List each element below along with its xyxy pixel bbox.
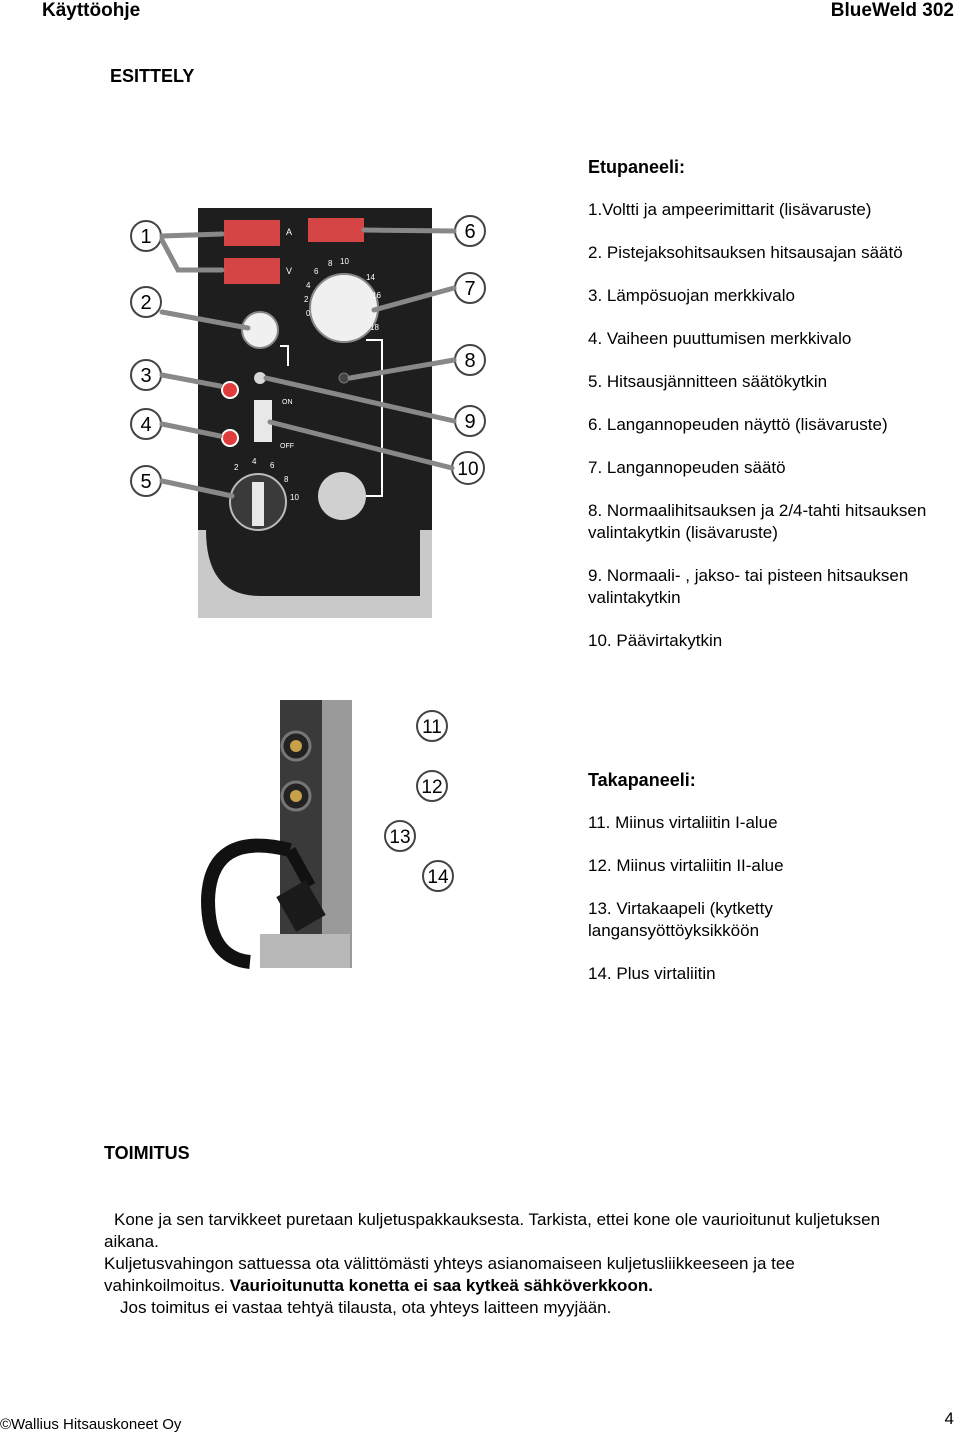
svg-text:10: 10 — [457, 459, 479, 480]
header-right: BlueWeld 302 — [830, 0, 954, 21]
switch-off-label: OFF — [280, 443, 294, 450]
delivery-paragraph-1: Kone ja sen tarvikkeet puretaan kuljetuspakkauksesta. Tarkista, ettei kone ole vaurioitunut kuljetuksen aikana. — [104, 1210, 881, 1251]
front-panel-legend — [588, 156, 928, 652]
callout-9 — [455, 406, 485, 436]
phase-lamp — [222, 430, 238, 446]
svg-text:4: 4 — [252, 457, 257, 466]
svg-text:8: 8 — [464, 350, 476, 372]
svg-text:4: 4 — [140, 414, 152, 436]
wire-speed-display — [308, 218, 364, 242]
delivery-paragraph-3: Jos toimitus ei vastaa tehtyä tilausta, ota yhteys laitteen myyjään. — [120, 1298, 612, 1317]
legend-item-5: 5. Hitsausjännitteen säätökytkin — [588, 372, 828, 391]
footer-copyright: ©Wallius Hitsauskoneet Oy — [0, 1416, 182, 1433]
section-title-toimitus: TOIMITUS — [104, 1143, 190, 1163]
svg-text:6: 6 — [314, 267, 319, 276]
legend-item-8: 8. Normaalihitsauksen ja 2/4-tahti hitsauksen valintakytkin (lisävaruste) — [588, 501, 927, 542]
front-panel-figure — [120, 200, 500, 630]
svg-text:1: 1 — [140, 226, 152, 248]
rear-panel-legend — [588, 769, 928, 985]
meter-label-v: V — [286, 266, 293, 276]
svg-text:14: 14 — [427, 867, 449, 888]
thermal-lamp — [222, 382, 238, 398]
delivery-text — [104, 1209, 904, 1319]
callout-8 — [455, 345, 485, 375]
legend-item-3: 3. Lämpösuojan merkkivalo — [588, 286, 795, 305]
callout-7 — [455, 273, 485, 303]
callout-4 — [131, 409, 161, 439]
svg-text:2: 2 — [140, 292, 152, 314]
callout-14 — [423, 861, 453, 891]
delivery-warning: Vaurioitunutta konetta ei saa kytkeä sähköverkkoon. — [229, 1276, 653, 1295]
callout-11 — [417, 711, 447, 741]
callout-6 — [455, 216, 485, 246]
callout-10 — [452, 452, 484, 484]
legend-item-6: 6. Langannopeuden näyttö (lisävaruste) — [588, 415, 888, 434]
svg-text:11: 11 — [422, 717, 442, 738]
svg-text:5: 5 — [140, 471, 152, 493]
torch-socket — [318, 472, 366, 520]
svg-text:10: 10 — [290, 493, 299, 502]
legend-item-1: 1.Voltti ja ampeerimittarit (lisävaruste) — [588, 200, 872, 219]
callout-2 — [131, 287, 161, 317]
ammeter-display — [224, 220, 280, 246]
svg-text:2: 2 — [304, 295, 309, 304]
callout-13 — [385, 821, 415, 851]
page-number: 4 — [944, 1409, 954, 1428]
voltmeter-display — [224, 258, 280, 284]
svg-text:14: 14 — [366, 273, 375, 282]
svg-text:8: 8 — [284, 475, 289, 484]
svg-text:12: 12 — [421, 777, 443, 798]
legend-item-10: 10. Päävirtakytkin — [588, 631, 723, 650]
svg-text:2: 2 — [234, 463, 239, 472]
legend-item-7: 7. Langannopeuden säätö — [588, 458, 786, 477]
wire-speed-knob — [310, 274, 378, 342]
legend-item-14: 14. Plus virtaliitin — [588, 964, 716, 983]
svg-text:3: 3 — [140, 365, 152, 387]
legend-item-9: 9. Normaali- , jakso- tai pisteen hitsauksen valintakytkin — [588, 566, 909, 607]
front-panel-heading: Etupaneeli: — [588, 157, 686, 177]
svg-text:9: 9 — [464, 411, 476, 433]
callout-5 — [131, 466, 161, 496]
section-title-esittely: ESITTELY — [110, 66, 195, 86]
callout-3 — [131, 360, 161, 390]
legend-item-2: 2. Pistejaksohitsauksen hitsausajan säätö — [588, 243, 903, 262]
legend-item-12: 12. Miinus virtaliitin II-alue — [588, 856, 784, 875]
callout-12 — [417, 771, 447, 801]
svg-text:13: 13 — [389, 827, 411, 848]
switch-on-label: ON — [282, 399, 293, 406]
svg-text:8: 8 — [328, 259, 333, 268]
delivery-paragraph-2 — [104, 1253, 904, 1297]
legend-item-13: 13. Virtakaapeli (kytketty langansyöttöyksikköön — [588, 899, 773, 940]
rear-panel-figure — [190, 700, 470, 970]
svg-text:7: 7 — [464, 278, 476, 300]
header-left: Käyttöohje — [42, 0, 141, 21]
svg-text:4: 4 — [306, 281, 311, 290]
svg-text:18: 18 — [370, 323, 379, 332]
svg-text:6: 6 — [464, 221, 476, 243]
legend-item-11: 11. Miinus virtaliitin I-alue — [588, 813, 778, 832]
rear-panel-heading: Takapaneeli: — [588, 770, 696, 790]
callout-1 — [131, 221, 161, 251]
meter-label-a: A — [286, 227, 293, 237]
legend-item-4: 4. Vaiheen puuttumisen merkkivalo — [588, 329, 852, 348]
svg-text:6: 6 — [270, 461, 275, 470]
svg-text:10: 10 — [340, 257, 349, 266]
svg-text:16: 16 — [372, 291, 381, 300]
svg-text:0: 0 — [306, 309, 311, 318]
delivery-paragraph-2-text: Kuljetusvahingon sattuessa ota välittömästi yhteys asianomaiseen kuljetusliikkeeseen ja tee vahinkoilmoitus. — [104, 1254, 795, 1295]
